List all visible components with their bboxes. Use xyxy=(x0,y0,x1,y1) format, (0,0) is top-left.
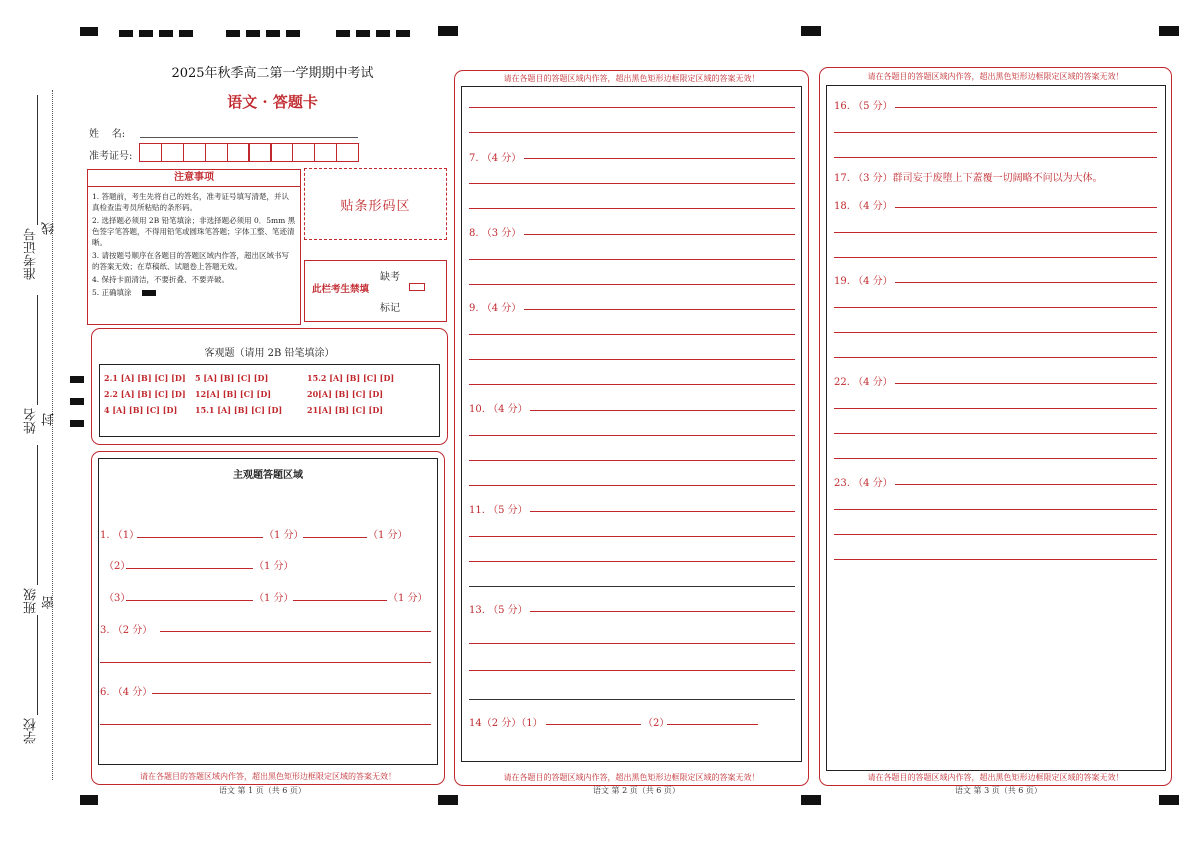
q8-label: 8. （3 分） xyxy=(469,228,522,239)
answer-line[interactable] xyxy=(469,699,795,700)
q23-label: 23. （4 分） xyxy=(834,478,893,489)
q9-label: 9. （4 分） xyxy=(469,303,522,314)
answer-line[interactable] xyxy=(524,309,795,310)
answer-line[interactable] xyxy=(895,484,1157,485)
side-line xyxy=(37,445,38,585)
side-label-name: 姓名 xyxy=(24,408,39,434)
absent-box xyxy=(304,260,447,322)
answer-line[interactable] xyxy=(895,282,1157,283)
answer-line[interactable] xyxy=(667,724,758,725)
q16-label: 16. （5 分） xyxy=(834,101,893,112)
q6-label: 6. （4 分） xyxy=(100,687,153,698)
binding-dotted-line xyxy=(52,90,53,780)
answer-line[interactable] xyxy=(303,537,367,538)
q1-2-label: （2） xyxy=(104,561,131,572)
q1-2-points: （1 分） xyxy=(254,561,294,572)
answer-line[interactable] xyxy=(530,511,795,512)
id-box[interactable] xyxy=(205,143,228,162)
id-box[interactable] xyxy=(183,143,206,162)
answer-line[interactable] xyxy=(834,433,1157,434)
q1-1-label: 1. （1） xyxy=(100,530,140,541)
timing-mark xyxy=(396,30,410,37)
answer-line[interactable] xyxy=(152,693,431,694)
timing-mark xyxy=(70,376,84,383)
absent-label-top: 缺考 xyxy=(380,272,400,283)
objective-option[interactable]: 21[A] [B] [C] [D] xyxy=(307,405,384,415)
page3-answer-area xyxy=(826,85,1166,771)
answer-line[interactable] xyxy=(469,460,795,461)
absent-note: 此栏考生禁填 xyxy=(312,284,370,295)
timing-mark xyxy=(139,30,153,37)
barcode-label: 贴条形码区 xyxy=(340,198,411,214)
objective-option[interactable]: 5 [A] [B] [C] [D] xyxy=(195,373,269,383)
q11-label: 11. （5 分） xyxy=(469,505,528,516)
q1-3-points: （1 分） xyxy=(254,593,294,604)
answer-line[interactable] xyxy=(160,631,431,632)
boundary-warning: 请在各题目的答题区域内作答，超出黑色矩形边框限定区域的答案无效！ xyxy=(503,773,760,782)
answer-line[interactable] xyxy=(834,357,1157,358)
q1-1-points: （1 分） xyxy=(368,530,408,541)
q1-3-label: （3） xyxy=(104,593,131,604)
page-footer: 语文 第 1 页（共 6 页） xyxy=(219,786,306,795)
answer-line[interactable] xyxy=(834,509,1157,510)
timing-mark xyxy=(80,795,98,805)
answer-line[interactable] xyxy=(834,408,1157,409)
id-boxes[interactable] xyxy=(139,143,359,162)
q1-3-points: （1 分） xyxy=(388,593,428,604)
timing-mark xyxy=(159,30,173,37)
answer-line[interactable] xyxy=(895,207,1157,208)
q14-2-label: （2） xyxy=(643,718,670,729)
q22-label: 22. （4 分） xyxy=(834,377,893,388)
timing-mark xyxy=(80,27,98,36)
timing-mark xyxy=(179,30,193,37)
id-box[interactable] xyxy=(139,143,162,162)
id-box[interactable] xyxy=(270,143,293,162)
answer-line[interactable] xyxy=(469,284,795,285)
answer-line[interactable] xyxy=(469,359,795,360)
timing-mark xyxy=(801,26,821,36)
answer-line[interactable] xyxy=(469,435,795,436)
answer-line[interactable] xyxy=(895,383,1157,384)
answer-line[interactable] xyxy=(834,534,1157,535)
answer-line[interactable] xyxy=(834,559,1157,560)
id-box[interactable] xyxy=(336,143,359,162)
objective-option[interactable]: 2.2 [A] [B] [C] [D] xyxy=(104,389,186,399)
id-box[interactable] xyxy=(292,143,315,162)
side-line xyxy=(37,615,38,715)
side-label-class: 班级 xyxy=(24,588,39,614)
answer-line[interactable] xyxy=(137,537,263,538)
answer-line[interactable] xyxy=(126,568,253,569)
notice-item: 5. 正确填涂 xyxy=(92,287,296,298)
timing-mark xyxy=(119,30,133,37)
answer-line[interactable] xyxy=(834,332,1157,333)
side-line xyxy=(37,95,38,225)
id-label: 准考证号: xyxy=(89,151,133,162)
barcode-area xyxy=(304,168,447,240)
name-field[interactable] xyxy=(140,137,358,138)
timing-mark xyxy=(226,30,240,37)
timing-mark xyxy=(70,420,84,427)
subjective-title: 主观题答题区域 xyxy=(233,470,303,481)
page-footer: 语文 第 2 页（共 6 页） xyxy=(593,786,680,795)
answer-line[interactable] xyxy=(834,458,1157,459)
timing-mark xyxy=(286,30,300,37)
timing-mark xyxy=(1159,795,1179,805)
answer-line[interactable] xyxy=(469,536,795,537)
name-label: 姓 名: xyxy=(89,129,126,140)
timing-mark xyxy=(801,795,821,805)
objective-option[interactable]: 15.2 [A] [B] [C] [D] xyxy=(307,373,395,383)
objective-option[interactable]: 12[A] [B] [C] [D] xyxy=(195,389,272,399)
page2-answer-area xyxy=(461,86,802,762)
answer-line[interactable] xyxy=(895,107,1157,108)
answer-line[interactable] xyxy=(100,724,431,725)
answer-line[interactable] xyxy=(834,257,1157,258)
answer-line[interactable] xyxy=(834,232,1157,233)
answer-line[interactable] xyxy=(469,208,795,209)
objective-option[interactable]: 15.1 [A] [B] [C] [D] xyxy=(195,405,283,415)
answer-line[interactable] xyxy=(469,384,795,385)
answer-line[interactable] xyxy=(126,600,253,601)
notice-item: 3. 请按题号顺序在各题目的答题区域内作答，超出区域书写的答案无效；在草稿纸、试题卷上答题无效。 xyxy=(92,251,290,271)
side-label-seal: 封 xyxy=(42,413,57,426)
objective-option[interactable]: 4 [A] [B] [C] [D] xyxy=(104,405,178,415)
answer-line[interactable] xyxy=(469,586,795,587)
absent-checkbox[interactable] xyxy=(409,283,425,291)
side-label-secret: 密 xyxy=(42,596,57,609)
answer-line[interactable] xyxy=(524,234,795,235)
subjective-area xyxy=(98,458,438,765)
answer-line[interactable] xyxy=(469,259,795,260)
q3-label: 3. （2 分） xyxy=(100,625,153,636)
timing-mark xyxy=(1159,26,1179,36)
boundary-warning: 请在各题目的答题区域内作答，超出黑色矩形边框限定区域的答案无效！ xyxy=(867,773,1124,782)
answer-line[interactable] xyxy=(834,132,1157,133)
timing-mark xyxy=(376,30,390,37)
q17-label: 17. （3 分）群司妄于废堕上下蓋覆一切阔略不问以为大体。 xyxy=(834,173,1103,184)
answer-line[interactable] xyxy=(469,334,795,335)
timing-mark xyxy=(438,26,458,36)
boundary-warning: 请在各题目的答题区域内作答，超出黑色矩形边框限定区域的答案无效！ xyxy=(503,74,760,83)
timing-mark xyxy=(336,30,350,37)
notice-item: 1. 答题前，考生先将自己的姓名，准考证号填写清楚，并认真检查监考员所粘贴的条形码。 xyxy=(92,192,290,212)
answer-line[interactable] xyxy=(469,643,795,644)
q1-1-points: （1 分） xyxy=(264,530,304,541)
exam-title: 2025年秋季高二第一学期期中考试 xyxy=(171,66,374,81)
q19-label: 19. （4 分） xyxy=(834,276,893,287)
answer-line[interactable] xyxy=(834,157,1157,158)
timing-mark xyxy=(70,398,84,405)
timing-mark xyxy=(266,30,280,37)
answer-line[interactable] xyxy=(469,485,795,486)
notice-title: 注意事项 xyxy=(88,170,300,187)
objective-option[interactable]: 2.1 [A] [B] [C] [D] xyxy=(104,373,186,383)
answer-line[interactable] xyxy=(469,132,795,133)
notice-item: 4. 保持卡面清洁，不要折叠、不要弄破。 xyxy=(92,275,230,284)
answer-line[interactable] xyxy=(469,183,795,184)
notice-box xyxy=(87,169,301,325)
id-box[interactable] xyxy=(227,143,250,162)
notice-item: 2. 选择题必须用 2B 铅笔填涂；非选择题必须用 0．5mm 黑色签字笔答题，不得用铅笔或圆珠笔答题；字体工整、笔迹清晰。 xyxy=(92,216,296,247)
timing-mark xyxy=(438,795,458,805)
page-footer: 语文 第 3 页（共 6 页） xyxy=(955,786,1042,795)
id-box[interactable] xyxy=(161,143,184,162)
timing-mark xyxy=(356,30,370,37)
q13-label: 13. （5 分） xyxy=(469,605,528,616)
q18-label: 18. （4 分） xyxy=(834,201,893,212)
q10-label: 10. （4 分） xyxy=(469,404,528,415)
objective-title: 客观题（请用 2B 铅笔填涂） xyxy=(204,348,335,359)
answer-line[interactable] xyxy=(530,410,795,411)
side-label-line: 线 xyxy=(42,222,57,235)
answer-line[interactable] xyxy=(293,600,387,601)
answer-line[interactable] xyxy=(524,158,795,159)
filled-sample-mark xyxy=(142,290,156,296)
side-line xyxy=(37,295,38,405)
boundary-warning: 请在各题目的答题区域内作答，超出黑色矩形边框限定区域的答案无效！ xyxy=(867,72,1124,81)
answer-line[interactable] xyxy=(834,307,1157,308)
objective-option[interactable]: 20[A] [B] [C] [D] xyxy=(307,389,384,399)
card-title: 语文 · 答题卡 xyxy=(227,93,318,111)
boundary-warning: 请在各题目的答题区域内作答，超出黑色矩形边框限定区域的答案无效！ xyxy=(140,772,396,781)
q14-label: 14（2 分）（1） xyxy=(469,718,543,729)
id-box[interactable] xyxy=(314,143,337,162)
answer-line[interactable] xyxy=(100,662,431,663)
answer-line[interactable] xyxy=(469,107,795,108)
absent-label-bottom: 标记 xyxy=(380,303,400,314)
answer-line[interactable] xyxy=(530,611,795,612)
side-label-school: 学校 xyxy=(24,718,39,744)
answer-line[interactable] xyxy=(546,724,641,725)
id-box[interactable] xyxy=(248,143,271,162)
side-label-id: 准考证号 xyxy=(24,228,39,280)
answer-line[interactable] xyxy=(469,561,795,562)
answer-line[interactable] xyxy=(469,670,795,671)
q7-label: 7. （4 分） xyxy=(469,153,522,164)
timing-mark xyxy=(246,30,260,37)
